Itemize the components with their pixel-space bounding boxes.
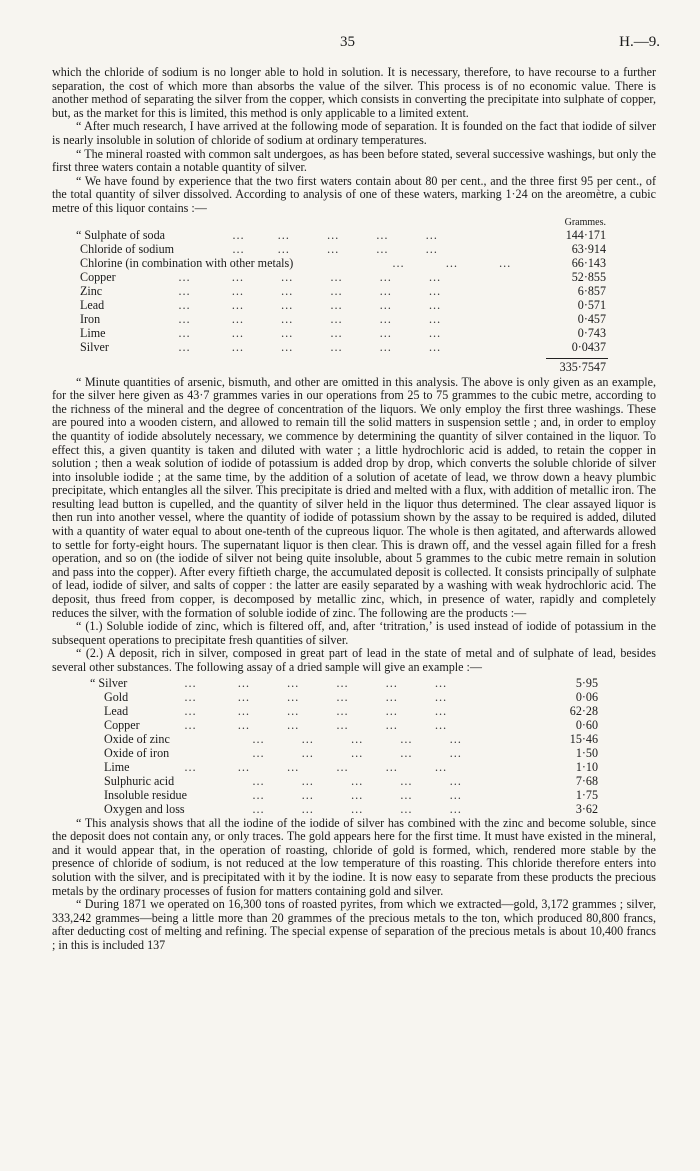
row-value: 52·855 xyxy=(571,269,606,284)
table-row xyxy=(52,775,656,789)
leader-dots: … … … … … xyxy=(232,227,439,242)
paragraph: “ The mineral roasted with common salt undergoes, as has been before stated, several successive washings, but only the first three waters contain a notable quantity of silver. xyxy=(52,146,656,175)
row-value: 7·68 xyxy=(575,773,598,788)
row-value: 144·171 xyxy=(565,227,606,242)
leader-dots: … … … … … … xyxy=(184,717,448,732)
leader-dots: … … … … … xyxy=(232,241,439,256)
table-row xyxy=(52,733,656,747)
total-value: 335·7547 xyxy=(559,359,606,374)
leader-dots: … … … … … … xyxy=(178,339,442,354)
row-label: Sulphuric acid xyxy=(104,773,175,788)
row-value: 66·143 xyxy=(571,255,606,270)
table-row xyxy=(52,747,656,761)
total-row xyxy=(52,361,656,375)
table-row xyxy=(52,257,656,271)
row-label: Oxide of iron xyxy=(104,745,170,760)
leader-dots: … … … … … … xyxy=(184,675,448,690)
table-row xyxy=(52,229,656,243)
row-label: Zinc xyxy=(80,283,103,298)
table-row xyxy=(52,313,656,327)
leader-dots: … … … … … … xyxy=(178,283,442,298)
row-label: “ Sulphate of soda xyxy=(76,227,166,242)
row-value: 1·50 xyxy=(575,745,598,760)
paragraph: “ Minute quantities of arsenic, bismuth, and other are omitted in this analysis. The above is only given as an example, for the silver here given as 43·7 grammes varies in our operations from 25 to 75 grammes to the cubic metre, according to the richness of the mineral and the degree of concentration of the liquors. We only employ the first three washings. These are poured into a wooden cistern, and allowed to remain till the solid matters in suspension settle ; and, in order to employ the quantity of iodide absolutely necessary, we commence by determining the quantity of silver contained in the liquor. To effect this, a given quantity is taken and diluted with water ; a little hydrochloric acid is added, to retain the copper in solution ; then a weak solution of iodide of potassium is added drop by drop, which converts the soluble chloride of silver into insoluble iodide ; at the same time, by the addition of a solution of acetate of lead, we throw down a heavy plumbic precipitate, which entangles all the silver. This precipitate is dried and melted with a flux, with addition of metallic iron. The resulting lead button is cupelled, and the quantity of silver held in the liquor thus determined. The clear assayed liquor is then run into another vessel, where the quantity of iodide of potassium shown by the assay to be required is added, diluted with a quantity of water equal to about one-tenth of the cupreous liquor. The whole is then agitated, and afterwards allowed to settle for forty-eight hours. The supernatant liquor is then clear. This is drawn off, and the vessel again filled for a fresh operation, and so on (the iodide of silver not being quite insoluble, about 5 grammes to the cubic metre remain in solution and pass into the copper). After every fiftieth charge, the accumulated deposit is collected. It consists principally of sulphate of lead, iodide of silver, and salts of copper : the latter are easily separated by a washing with weak hydrochloric acid. The deposit, thus freed from copper, is decomposed by metallic zinc, which, in presence of water, rapidly and completely reduces the silver, with the formation of soluble iodide of zinc. The following are the products :— xyxy=(52,374,656,620)
row-label: Lime xyxy=(80,325,106,340)
leader-dots: … … … … … … xyxy=(184,759,448,774)
row-value: 15·46 xyxy=(569,731,598,746)
table-row xyxy=(52,299,656,313)
row-value: 0·743 xyxy=(577,325,606,340)
leader-dots: … … … … … xyxy=(252,773,463,788)
leader-dots: … … … … … xyxy=(252,745,463,760)
row-value: 0·06 xyxy=(575,689,598,704)
row-label: Chlorine (in combination with other metals) xyxy=(80,255,294,270)
paragraph: “ After much research, I have arrived at the following mode of separation. It is founded on the fact that iodide of silver is nearly insoluble in solution of chloride of sodium at ordinary temperatures. xyxy=(52,119,656,147)
deposit-assay-table xyxy=(52,675,656,871)
row-value: 1·75 xyxy=(575,787,598,802)
row-label: Gold xyxy=(104,689,129,704)
table-row xyxy=(52,761,656,775)
paragraph: “ (2.) A deposit, rich in silver, composed in great part of lead in the state of metal and of sulphate of lead, besides several other substances. The following assay of a dried sample will give an example :— xyxy=(52,646,656,674)
row-value: 5·95 xyxy=(575,675,598,690)
row-label: Lead xyxy=(80,297,105,312)
row-label: “ Silver xyxy=(90,675,128,690)
table-row xyxy=(52,271,656,285)
page-header xyxy=(0,36,700,56)
total-rule xyxy=(546,358,608,359)
row-value: 3·62 xyxy=(575,801,598,816)
row-label: Lime xyxy=(104,759,130,774)
row-value: 1·10 xyxy=(575,759,598,774)
table-row xyxy=(52,789,656,803)
leader-dots: … … … … … … xyxy=(178,297,442,312)
paragraph: “ During 1871 we operated on 16,300 tons of roasted pyrites, from which we extracted—gold, 3,172 grammes ; silver, 333,242 grammes—being a little more than 20 grammes of the precious metals to the ton, which produced 80,800 francs, after deducting cost of melting and refining. The special expense of separation of the precious metals is about 10,400 francs ; in this is included 137 xyxy=(52,897,656,952)
row-value: 0·571 xyxy=(577,297,606,312)
leader-dots: … … … … … xyxy=(252,731,463,746)
paragraph: “ We have found by experience that the two first waters contain about 80 per cent., and the three first 95 per cent., of the total quantity of silver dissolved. According to analysis of one of these waters, marking 1·24 on the areomètre, a cubic metre of this liquor contains :— xyxy=(52,173,656,215)
leader-dots: … … … xyxy=(392,255,512,270)
table-row xyxy=(52,691,656,705)
table-row xyxy=(52,803,656,817)
row-label: Oxygen and loss xyxy=(104,801,185,816)
page-number: 35 xyxy=(340,34,355,50)
leader-dots: … … … … … … xyxy=(178,311,442,326)
leader-dots: … … … … … … xyxy=(178,269,442,284)
row-label: Copper xyxy=(104,717,140,732)
leader-dots: … … … … … … xyxy=(184,689,448,704)
document-reference: H.—9. xyxy=(619,34,660,50)
leader-dots: … … … … … … xyxy=(178,325,442,340)
table-row xyxy=(52,327,656,341)
liquor-analysis-table xyxy=(52,216,656,376)
row-value: 6·857 xyxy=(577,283,606,298)
row-value: 63·914 xyxy=(571,241,606,256)
row-label: Silver xyxy=(80,339,109,354)
row-label: Lead xyxy=(104,703,129,718)
paragraph: “ This analysis shows that all the iodine of the iodide of silver has combined with the zinc and become soluble, since the deposit does not contain any, or only traces. The gold appears here for the first time. It must have existed in the mineral, and it would appear that, in the operation of roasting, chloride of gold is formed, which, rendered more stable by the presence of chloride of sodium, is not reduced at the low temperature of this roasting. This chloride therefore enters into solution with the silver, and is precipitated with it by the iodine. It is now easy to separate from these products the precious metals by the ordinary processes of fusion for matters containing gold and silver. xyxy=(52,815,656,898)
row-label: Copper xyxy=(80,269,116,284)
leader-dots: … … … … … xyxy=(252,787,463,802)
row-label: Oxide of zinc xyxy=(104,731,170,746)
row-value: 62·28 xyxy=(569,703,598,718)
row-value: 0·60 xyxy=(575,717,598,732)
leader-dots: … … … … … xyxy=(252,801,463,816)
body-text xyxy=(52,66,656,953)
table-row xyxy=(52,285,656,299)
table-row xyxy=(52,677,656,691)
row-label: Insoluble residue xyxy=(104,787,187,802)
table-row xyxy=(52,705,656,719)
paragraph: which the chloride of sodium is no longer able to hold in solution. It is necessary, therefore, to have recourse to a further separation, the cost of which more than absorbs the value of the silver. This process is of no economic value. There is another method of separating the silver from the copper, which consists in converting the precipitate into sulphate of copper, but, as the market for this is limited, this method is only applicable to a limited extent. xyxy=(52,65,656,120)
row-label: Chloride of sodium xyxy=(80,241,175,256)
paragraph: “ (1.) Soluble iodide of zinc, which is filtered off, and, after ‘tritration,’ is used instead of iodide of potassium in the subsequent operations to precipitate fresh quantities of silver. xyxy=(52,619,656,647)
leader-dots: … … … … … … xyxy=(184,703,448,718)
row-label: Iron xyxy=(80,311,101,326)
unit-header: Grammes. xyxy=(564,216,606,228)
row-value: 0·457 xyxy=(577,311,606,326)
row-value: 0·0437 xyxy=(571,339,606,354)
table-row xyxy=(52,243,656,257)
table-row xyxy=(52,341,656,355)
table-row xyxy=(52,719,656,733)
